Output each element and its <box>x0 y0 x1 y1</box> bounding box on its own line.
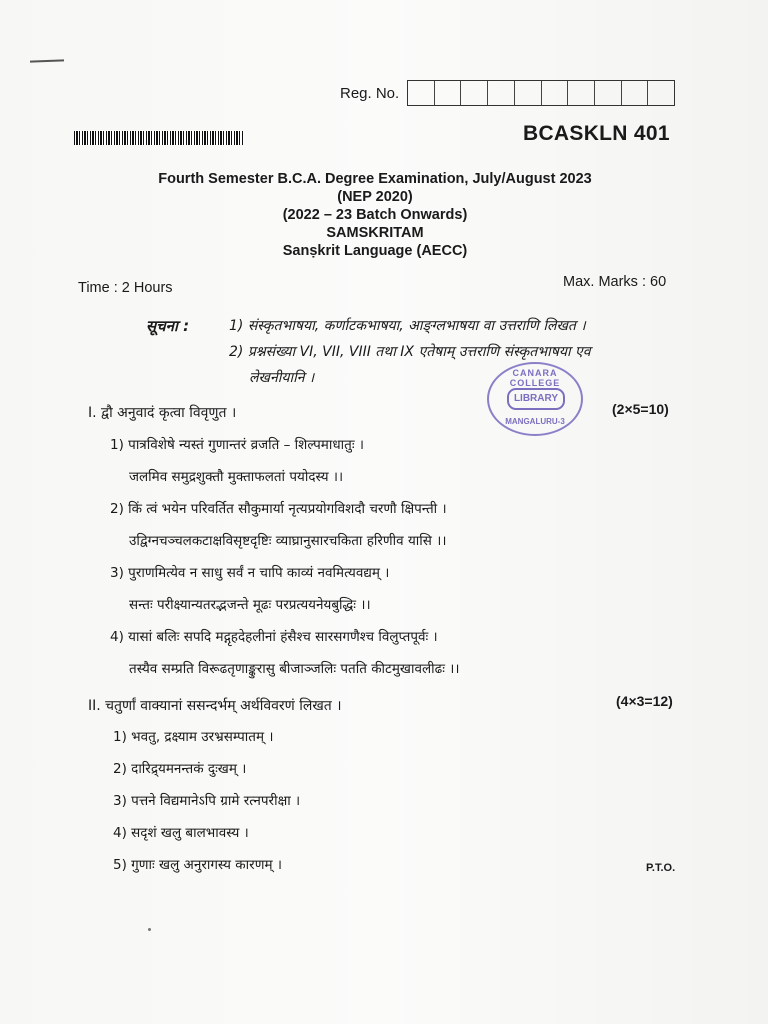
reg-box[interactable] <box>408 81 435 105</box>
section-2-line: 3) पत्तने विद्यमानेऽपि ग्रामे रत्नपरीक्षा । <box>113 793 301 809</box>
section-1-marks: (2×5=10) <box>612 401 669 417</box>
time-allowed: Time : 2 Hours <box>78 280 173 296</box>
barcode <box>74 131 244 145</box>
paper-speck <box>148 928 151 931</box>
stamp-top-text: CANARA COLLEGE <box>509 368 561 388</box>
reg-no-boxes[interactable] <box>407 80 675 106</box>
section-1-line: उद्विग्नचञ्चलकटाक्षविसृष्टदृष्टिः व्याघ्रानुसारचकिता हरिणीव यासि ।। <box>129 533 447 549</box>
section-2-line: 1) भवतु, द्रक्ष्याम उरभ्रसम्पातम् । <box>113 729 274 745</box>
reg-no-label: Reg. No. <box>340 85 400 102</box>
instruction-2: 2) प्रश्नसंख्या VI, VII, VIII तथा IX एतेषाम् उत्तराणि संस्कृतभाषया एव <box>229 344 591 360</box>
section-2-line: 2) दारिद्र्यमनन्तकं दुःखम् । <box>113 761 247 777</box>
reg-box[interactable] <box>622 81 649 105</box>
reg-box[interactable] <box>435 81 462 105</box>
subject: SAMSKRITAM <box>326 225 424 241</box>
pto-note: P.T.O. <box>646 862 676 874</box>
pen-mark <box>30 59 64 62</box>
section-1-line: 4) यासां बलिः सपदि मद्गृहदेहलीनां हंसैश्च सारसगणैश्च विलुप्तपूर्वः । <box>110 629 438 645</box>
instructions-label: सूचना : <box>146 317 190 335</box>
section-2-line: 5) गुणाः खलु अनुरागस्य कारणम् । <box>113 857 282 873</box>
reg-box[interactable] <box>461 81 488 105</box>
scheme: (NEP 2020) <box>337 189 413 205</box>
section-1-line: सन्तः परीक्ष्यान्यतरद्भजन्ते मूढः परप्रत्ययनेयबुद्धिः ।। <box>129 597 371 613</box>
batch: (2022 – 23 Batch Onwards) <box>282 207 468 223</box>
section-1-line: जलमिव समुद्रशुक्तौ मुक्ताफलतां पयोदस्य ।। <box>129 469 344 485</box>
reg-box[interactable] <box>542 81 569 105</box>
section-2-heading: II. चतुर्णां वाक्यानां ससन्दर्भम् अर्थविवरणं लिखत । <box>88 698 342 714</box>
reg-box[interactable] <box>648 81 674 105</box>
reg-box[interactable] <box>488 81 515 105</box>
library-stamp <box>487 362 583 436</box>
section-1-line: 1) पात्रविशेषे न्यस्तं गुणान्तरं व्रजति – शिल्पमाधातुः । <box>110 437 364 453</box>
section-1-heading: I. द्वौ अनुवादं कृत्वा विवृणुत । <box>88 405 237 421</box>
reg-box[interactable] <box>515 81 542 105</box>
section-1-line: 2) किं त्वं भयेन परिवर्तित सौकुमार्या नृत्यप्रयोगविशदौ चरणौ क्षिपन्ती । <box>110 501 447 517</box>
section-1-line: 3) पुराणमित्येव न साधु सर्वं न चापि काव्यं नवमित्यवद्यम् । <box>110 565 390 581</box>
course-name: Sanṣkrit Language (AECC) <box>282 243 468 259</box>
section-2-line: 4) सदृशं खलु बालभावस्य । <box>113 825 249 841</box>
section-2-marks: (4×3=12) <box>616 693 673 709</box>
stamp-middle-text: LIBRARY <box>507 388 565 410</box>
exam-title-block <box>120 170 630 260</box>
reg-box[interactable] <box>595 81 622 105</box>
max-marks: Max. Marks : 60 <box>563 274 667 290</box>
paper-code: BCASKLN 401 <box>523 122 670 145</box>
reg-box[interactable] <box>568 81 595 105</box>
exam-title: Fourth Semester B.C.A. Degree Examination, July/August 2023 <box>158 171 592 187</box>
instruction-1: 1) संस्कृतभाषया, कर्णाटकभाषया, आङ्ग्लभाषया वा उत्तराणि लिखत । <box>229 318 586 334</box>
instruction-3: लेखनीयानि । <box>249 370 315 386</box>
section-1-line: तस्यैव सम्प्रति विरूढतृणाङ्कुरासु बीजाञ्जलिः पतति कीटमुखावलीढः ।। <box>129 661 460 677</box>
stamp-bottom-text: MANGALURU-3 <box>505 417 565 426</box>
